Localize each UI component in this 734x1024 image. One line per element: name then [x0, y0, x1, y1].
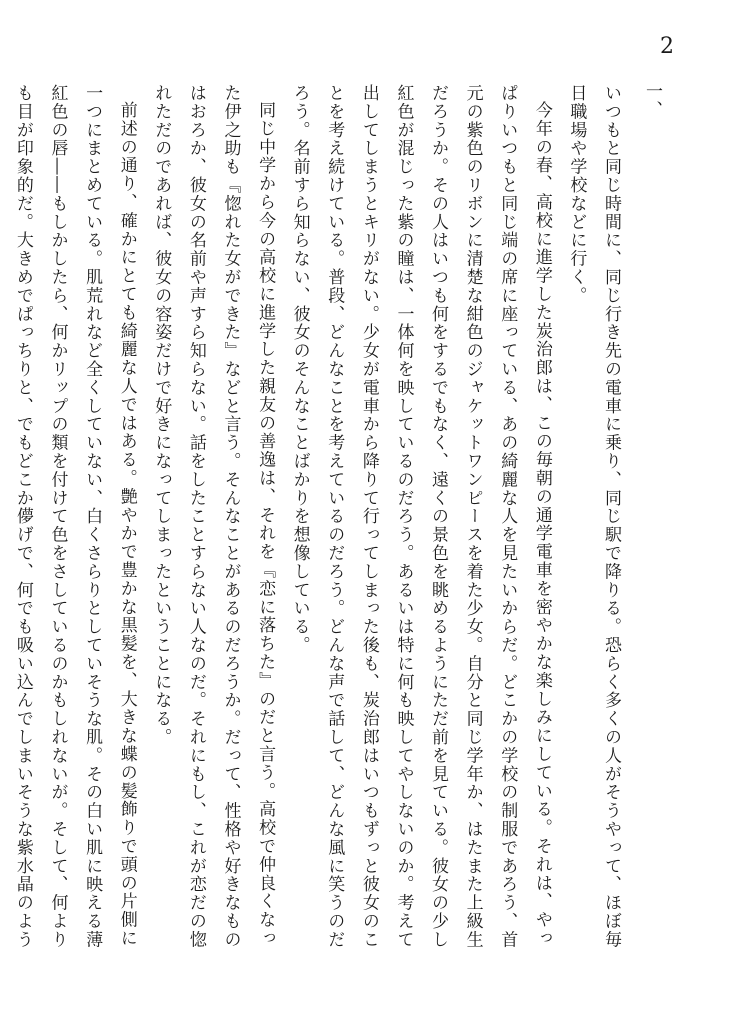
paragraph: 今年の春、高校に進学した炭治郎は、この毎朝の通学電車を密やかな楽しみにしている。それは、やっぱりいつもと同じ端の席に座っている、あの綺麗な人を見たいからだ。どこかの学校の制服であろう、首元の紫色のリボンに清楚な紺色のジャケットワンピースを着た少女。自分と同じ学年か、はたまた上級生だろうか。その人はいつも何をするでもなく、遠くの景色を眺めるようにただ前を見ている。彼女の少し紅色が混じった紫の瞳は、一体何を映しているのだろう。あるいは特に何も映してやしないのか。考えて出してしまうとキリがない。少女が電車から降りて行ってしまった後も、炭治郎はいつもずっと彼女のことを考え続けている。普段、どんなことを考えているのだろう。どんな声で話して、どんな風に笑うのだろう。名前すら知らない、彼女のそんなことばかりを想像している。	[289, 84, 552, 949]
chapter-heading: 一、	[642, 82, 662, 119]
page-number: 2	[660, 34, 674, 59]
paragraph: 前述の通り、確かにとても綺麗な人ではある。艶やかで豊かな黒髪を、大きな蝶の髪飾りで頭の片側に一つにまとめている。肌荒れなど全くしていない、白くさらりとしていそうな肌。その白い肌に映える薄紅色の唇――もしかしたら、何かリップの類を付けて色をさしているのかもしれないが。そして、何よりも目が印象的だ。大きめでぱっちりと、でもどこか儚げで、何でも吸い込んでしまいそうな紫水晶のよう	[12, 84, 137, 949]
paragraph: 同じ中学から今の高校に進学した親友の善逸は、それを『恋に落ちた』のだと言う。高校で仲良くなった伊之助も『惚れた女ができた』などと言う。そんなことがあるのだろうか。だって、性格や好きなものはおろか、彼女の名前や声すら知らない。話をしたことすらない人なのだ。それにもし、これが恋だの惚れただのであれば、彼女の容姿だけで好きになってしまったということになる。	[151, 84, 276, 949]
paragraph: いつもと同じ時間に、同じ行き先の電車に乗り、同じ駅で降りる。恐らく多くの人がそうやって、ほぼ毎日職場や学校などに行く。	[566, 84, 621, 949]
body-text	[12, 84, 628, 964]
